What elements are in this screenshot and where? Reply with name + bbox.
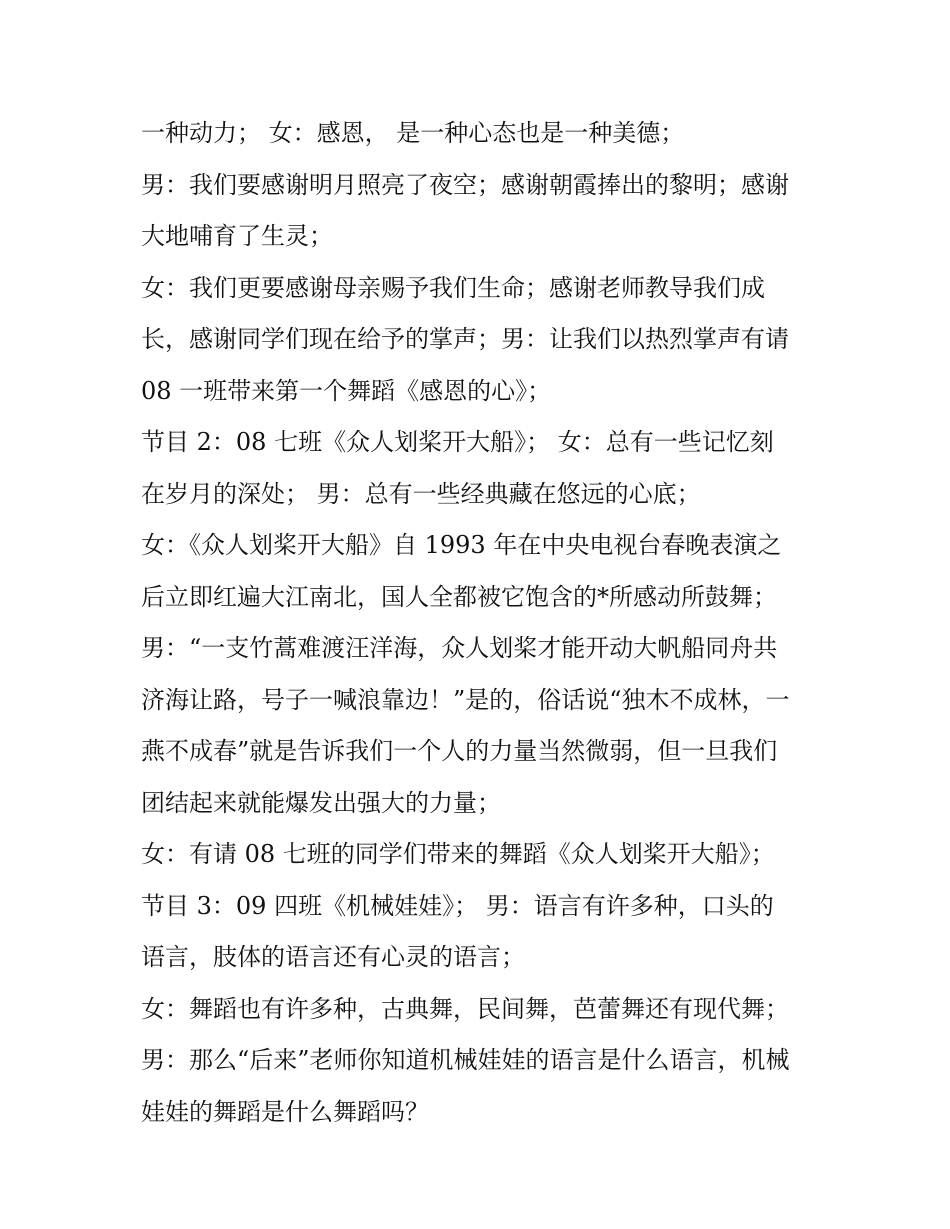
text-line: 女：舞蹈也有许多种，古典舞，民间舞，芭蕾舞还有现代舞； bbox=[141, 994, 789, 1023]
text-line: 节目 3：09 四班《机械娃娃》； 男：语言有许多种，口头的 bbox=[141, 891, 774, 920]
text-line: 男：那么“后来”老师你知道机械娃娃的语言是什么语言，机械 bbox=[141, 1046, 790, 1074]
text-line: 后立即红遍大江南北，国人全都被它饱含的*所感动所鼓舞； bbox=[141, 582, 777, 611]
document-body bbox=[141, 108, 821, 1138]
text-line: 男：“一支竹蒿难渡汪洋海，众人划桨才能开动大帆船同舟共 bbox=[141, 634, 778, 662]
text-line: 男：我们要感谢明月照亮了夜空；感谢朝霞捧出的黎明；感谢 bbox=[141, 170, 789, 199]
text-line: 大地哺育了生灵； bbox=[141, 222, 333, 250]
text-line: 08 一班带来第一个舞蹈《感恩的心》； bbox=[141, 376, 552, 405]
text-line: 济海让路，号子一喊浪靠边！”是的，俗话说“独木不成林，一 bbox=[141, 685, 790, 714]
text-line: 语言，肢体的语言还有心灵的语言； bbox=[141, 943, 525, 971]
text-line: 女：我们更要感谢母亲赐予我们生命；感谢老师教导我们成 bbox=[141, 273, 765, 302]
text-line: 燕不成春”就是告诉我们一个人的力量当然微弱，但一旦我们 bbox=[141, 737, 778, 765]
text-line: 一种动力； 女：感恩， 是一种心态也是一种美德； bbox=[141, 119, 685, 147]
text-line: 女：《众人划桨开大船》自 1993 年在中央电视台春晚表演之 bbox=[141, 531, 782, 559]
text-line: 在岁月的深处； 男：总有一些经典藏在悠远的心底； bbox=[141, 479, 701, 508]
text-line: 团结起来就能爆发出强大的力量； bbox=[141, 788, 501, 817]
text-line: 女：有请 08 七班的同学们带来的舞蹈《众人划桨开大船》； bbox=[141, 840, 775, 868]
text-line: 娃娃的舞蹈是什么舞蹈吗？ bbox=[141, 1097, 429, 1126]
text-line: 节目 2：08 七班《众人划桨开大船》； 女：总有一些记忆刻 bbox=[141, 428, 774, 456]
text-line: 长，感谢同学们现在给予的掌声；男：让我们以热烈掌声有请 bbox=[141, 325, 789, 353]
